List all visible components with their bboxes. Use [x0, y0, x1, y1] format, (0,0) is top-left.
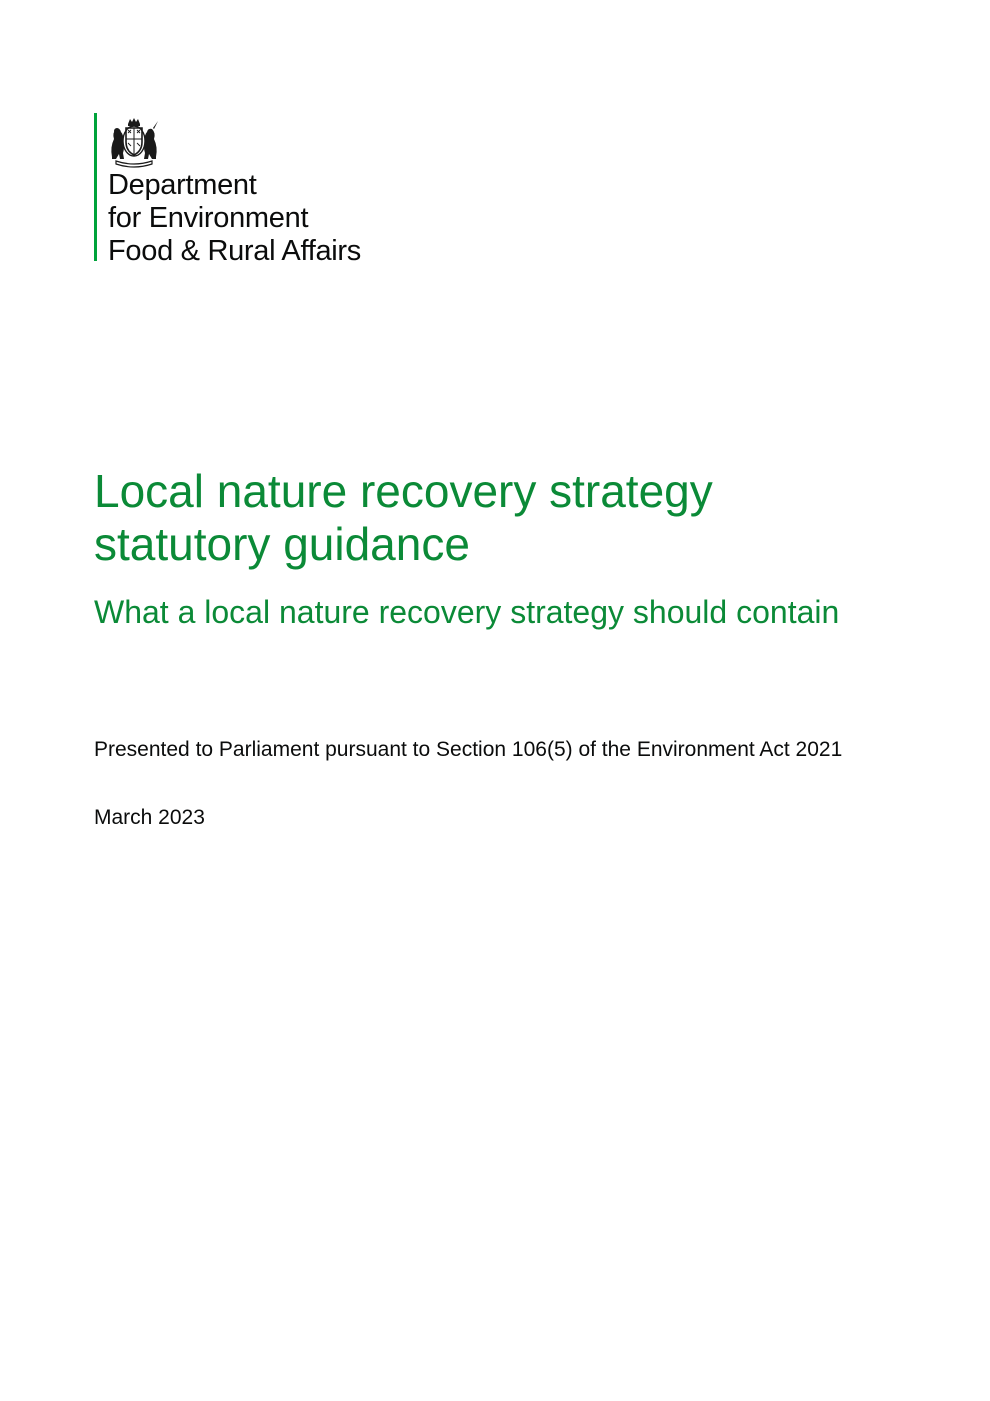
document-title: [94, 465, 914, 571]
royal-coat-of-arms-icon: [106, 117, 162, 169]
document-subtitle: What a local nature recovery strategy should contain: [94, 594, 840, 630]
department-name: [108, 169, 361, 268]
publication-date: March 2023: [94, 806, 205, 829]
document-title-line-1: Local nature recovery strategy: [94, 465, 713, 517]
department-name-line-1: Department: [108, 169, 257, 201]
logo-accent-rule: [94, 113, 97, 261]
department-logo: [94, 113, 394, 267]
department-name-line-3: Food & Rural Affairs: [108, 235, 361, 267]
document-title-line-2: statutory guidance: [94, 518, 470, 570]
department-name-line-2: for Environment: [108, 202, 309, 234]
presented-to-parliament-statement: Presented to Parliament pursuant to Section 106(5) of the Environment Act 2021: [94, 738, 843, 761]
